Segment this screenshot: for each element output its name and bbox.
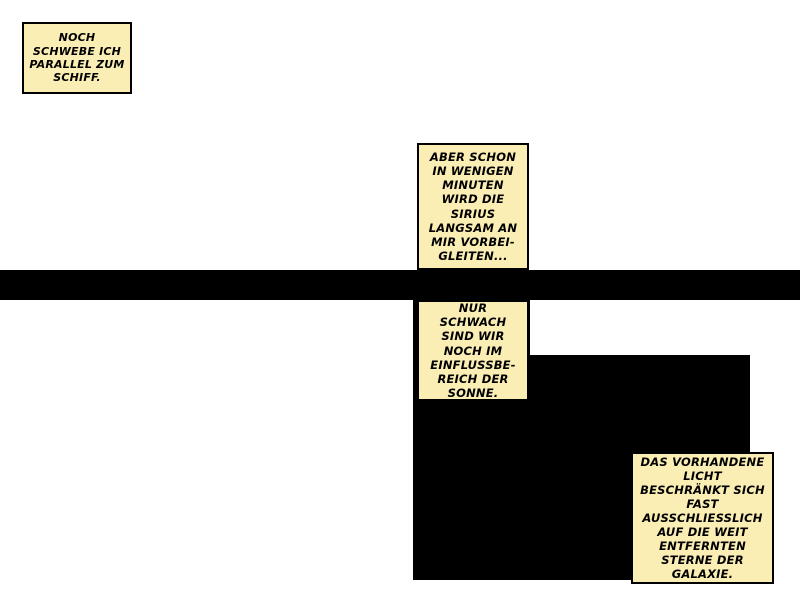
caption-box-2: ABER SCHON IN WENIGEN MINUTEN WIRD DIE SIRIUS LANGSAM AN MIR VORBEI- GLEITEN... (417, 143, 529, 270)
caption-box-1: NOCH SCHWEBE ICH PARALLEL ZUM SCHIFF. (22, 22, 132, 94)
caption-box-4: DAS VORHANDENE LICHT BESCHRÄNKT SICH FAST AUSSCHLIESSLICH AUF DIE WEIT ENTFERNTEN STERNE DER GALAXIE. (631, 452, 774, 584)
caption-box-3: NUR SCHWACH SIND WIR NOCH IM EINFLUSSBE- REICH DER SONNE. (417, 300, 529, 401)
comic-panel-space-strip (0, 270, 800, 300)
